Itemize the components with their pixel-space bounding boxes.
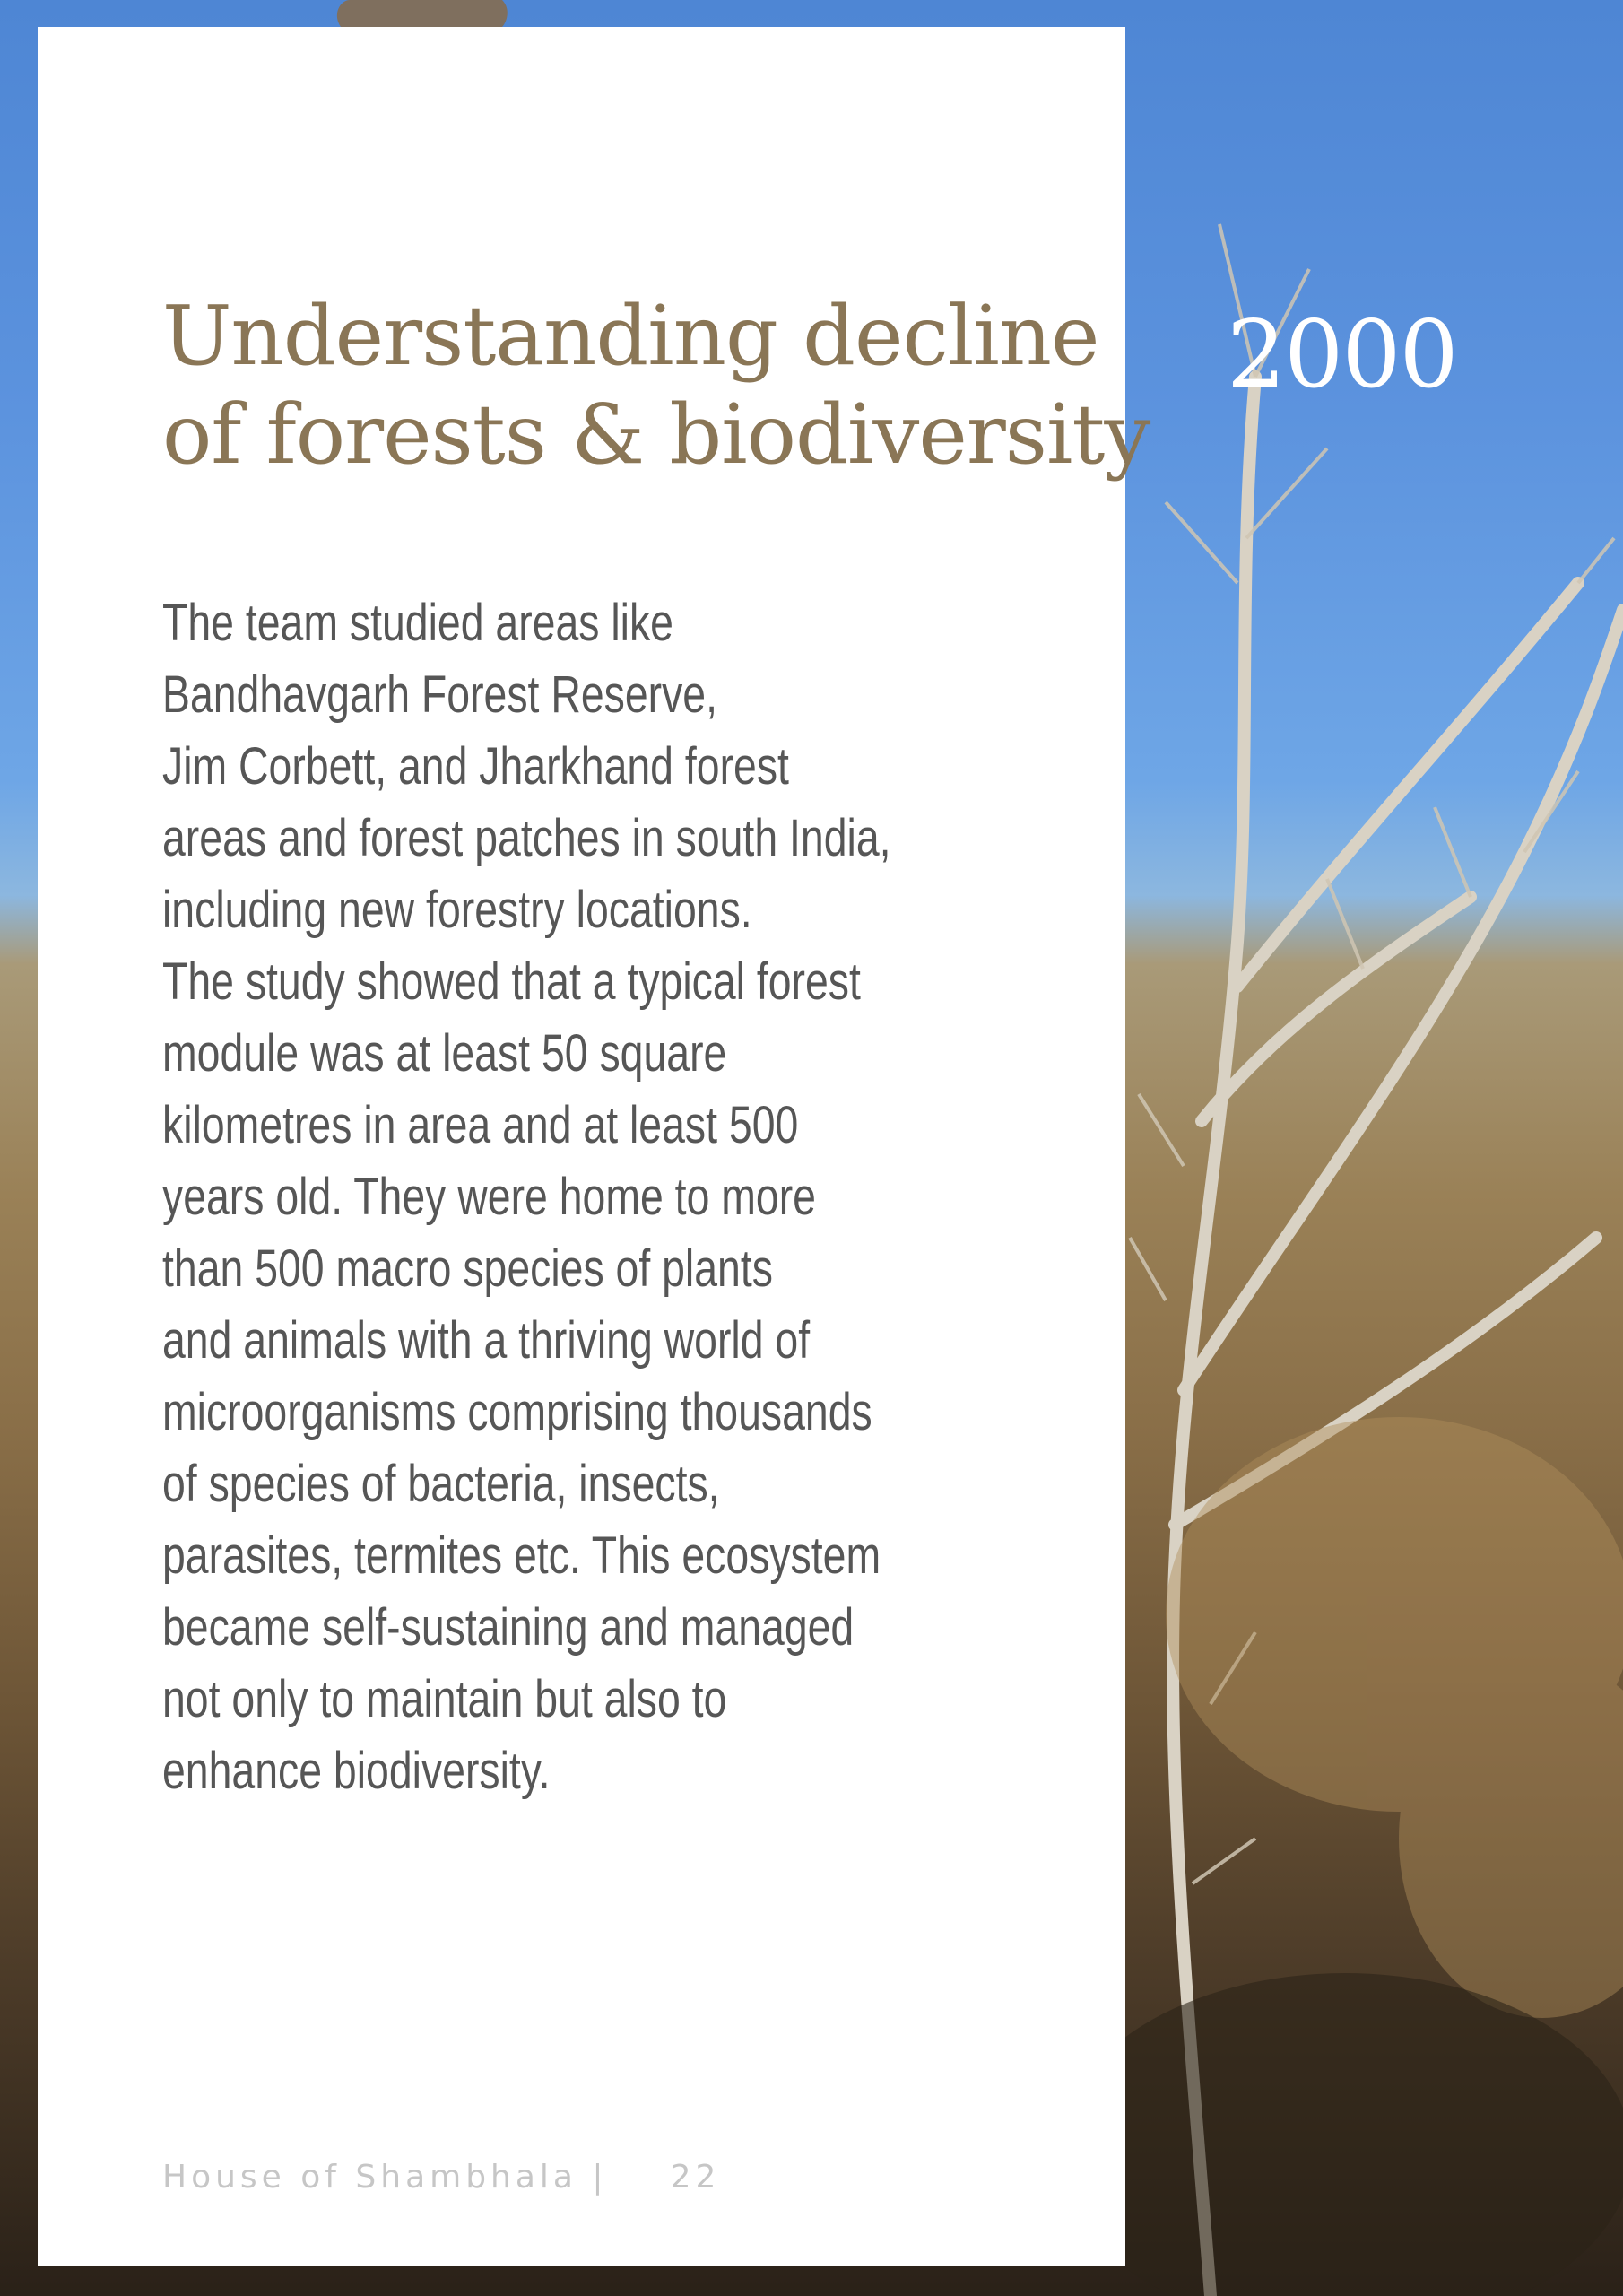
body-line: microorganisms comprising thousands — [162, 1383, 872, 1441]
body-line: became self-sustaining and managed — [162, 1598, 855, 1657]
body-line: The team studied areas like — [162, 594, 673, 652]
body-line: module was at least 50 square — [162, 1024, 727, 1083]
body-line: areas and forest patches in south India, — [162, 809, 891, 867]
body-line: Jim Corbett, and Jharkhand forest — [162, 737, 789, 796]
title-line: Understanding decline — [162, 288, 1099, 384]
page-title — [162, 287, 1150, 484]
body-line: and animals with a thriving world of — [162, 1311, 811, 1370]
body-paragraph — [162, 587, 891, 1807]
year-label: 2000 — [1227, 300, 1457, 409]
body-line: of species of bacteria, insects, — [162, 1455, 720, 1513]
body-line: Bandhavgarh Forest Reserve, — [162, 665, 717, 724]
publication-name: House of Shambhala | — [162, 2159, 608, 2196]
body-line: The study showed that a typical forest — [162, 952, 861, 1011]
title-line: of forests & biodiversity — [162, 387, 1150, 483]
body-line: than 500 macro species of plants — [162, 1239, 773, 1298]
page-footer — [162, 2155, 720, 2200]
body-line: enhance biodiversity. — [162, 1742, 551, 1800]
page-number: 22 — [670, 2159, 721, 2196]
body-line: years old. They were home to more — [162, 1168, 816, 1226]
body-line: parasites, termites etc. This ecosystem — [162, 1526, 881, 1585]
body-line: including new forestry locations. — [162, 881, 752, 939]
body-line: not only to maintain but also to — [162, 1670, 727, 1728]
body-line: kilometres in area and at least 500 — [162, 1096, 799, 1154]
